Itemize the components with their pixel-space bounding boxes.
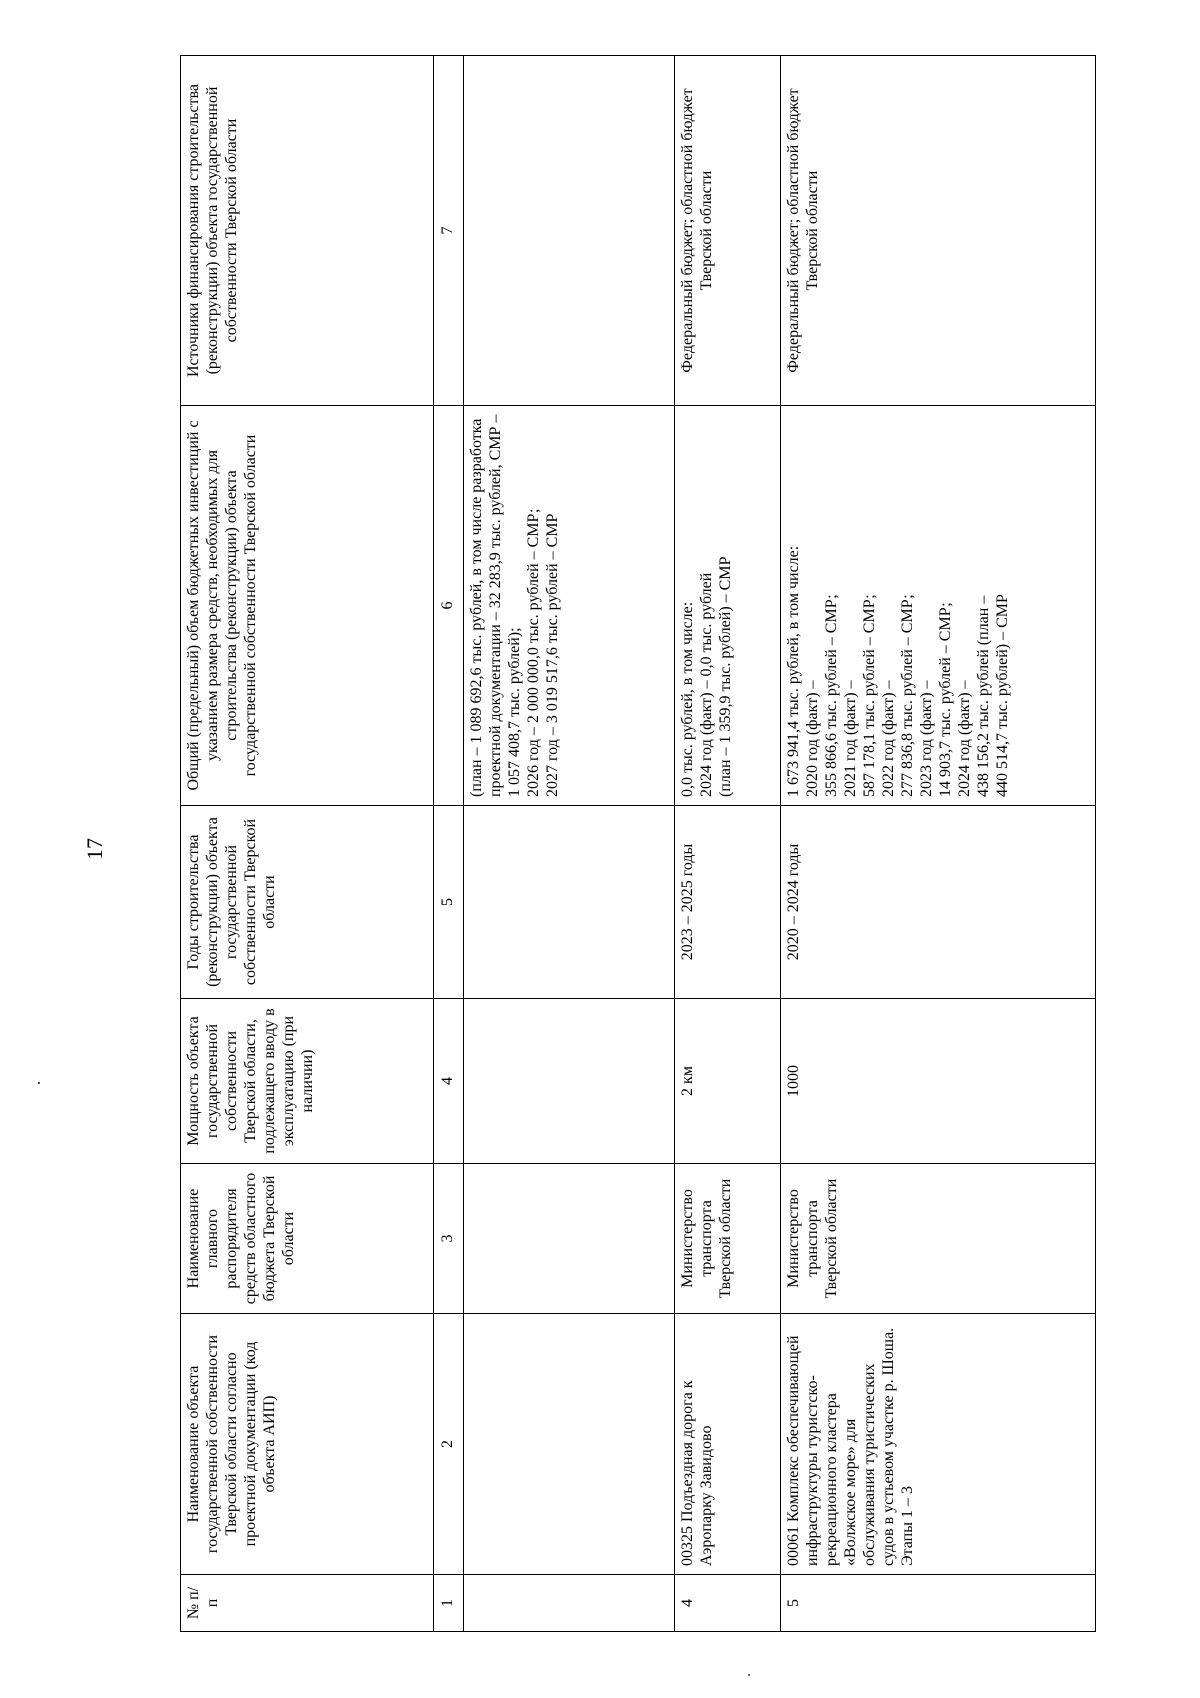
investment-line: 2027 год – 3 019 517,6 тыс. рублей – СМР [544,513,561,797]
ministry [464,1164,675,1314]
investment-line: 2024 год (факт) – 0,0 тыс. рублей [698,572,715,797]
investment-line: (план – 1 089 692,6 тыс. рублей, в том числе разработка проектной документации – 32 283,9 тыс. рублей, СМР – 1 057 408,7 тыс. рублей); [468,414,523,797]
column-number: 3 [434,1164,464,1314]
header-cell: Мощность объекта государственной собственности Тверской области, подлежащего вводу в эксплуатацию (при наличии) [181,999,434,1164]
column-number: 4 [434,999,464,1164]
table-row [464,56,675,1632]
row-number: 5 [781,1575,1096,1632]
row-number [464,1575,675,1632]
investment-line: 1 673 941,4 тыс. рублей, в том числе: [785,545,802,797]
table-row [675,56,781,1632]
header-cell: Наименование главного распорядителя средств областного бюджета Тверской области [181,1164,434,1314]
header-row [181,56,434,1632]
investment-line: 2021 год (факт) – [842,680,859,797]
capacity [464,999,675,1164]
investment-line: 2022 год (факт) – [880,680,897,797]
object-name: 00061 Комплекс обеспечивающей инфраструктуры туристско-рекреационного кластера «Волжское море» для обслуживания туристических судов в устьевом участке р. Шоша. Этапы 1 – 3 [781,1314,1096,1575]
header-cell: Годы строительства (реконструкции) объекта государственной собственности Тверской области [181,806,434,999]
investment-line: 277 836,8 тыс. рублей – СМР; [899,594,916,797]
investment-line: 2023 год (факт) – [918,680,935,797]
table-row [781,56,1096,1632]
column-number: 7 [434,56,464,406]
row-number: 4 [675,1575,781,1632]
header-cell: № п/п [181,1575,434,1632]
column-number: 5 [434,806,464,999]
funding-sources: Федеральный бюджет; областной бюджет Тверской области [675,56,781,406]
header-cell: Наименование объекта государственной собственности Тверской области согласно проектной документации (код объекта АИП) [181,1314,434,1575]
column-number: 2 [434,1314,464,1575]
header-cell: Источники финансирования строительства (реконструкции) объекта государственной собственности Тверской области [181,56,434,406]
capacity: 2 км [675,999,781,1164]
construction-years: 2023 – 2025 годы [675,806,781,999]
investment-line: 2026 год – 2 000 000,0 тыс. рублей – СМР; [525,508,542,797]
rotated-table-container [180,56,1108,1632]
scan-speck [748,1674,750,1676]
object-name [464,1314,675,1575]
ministry: Министерство транспорта Тверской области [675,1164,781,1314]
investment-volume [675,406,781,806]
construction-years [464,806,675,999]
object-name: 00325 Подъездная дорога к Аэропарку Завидово [675,1314,781,1575]
funding-sources: Федеральный бюджет; областной бюджет Тверской области [781,56,1096,406]
investment-line: 440 514,7 тыс. рублей) – СМР [994,594,1011,797]
column-number-row [434,56,464,1632]
investment-line: 0,0 тыс. рублей, в том числе: [679,601,696,797]
ministry: Министерство транспорта Тверской области [781,1164,1096,1314]
investment-line: (план – 1 359,9 тыс. рублей) – СМР [717,556,734,797]
investment-line: 438 156,2 тыс. рублей (план – [975,595,992,797]
capacity: 1000 [781,999,1096,1164]
investment-volume [464,406,675,806]
construction-years: 2020 – 2024 годы [781,806,1096,999]
investment-line: 587 178,1 тыс. рублей – СМР; [861,594,878,797]
investment-line: 355 866,6 тыс. рублей – СМР; [823,594,840,797]
header-cell: Общий (предельный) объем бюджетных инвестиций с указанием размера средств, необходимых для строительства (реконструкции) объекта государственной собственности Тверской области [181,406,434,806]
investment-line: 14 903,7 тыс. рублей – СМР; [937,602,954,797]
column-number: 6 [434,406,464,806]
scan-speck [38,1082,40,1084]
investment-volume [781,406,1096,806]
page-number: 17 [82,838,107,860]
investment-table [180,55,1096,1632]
investment-line: 2020 год (факт) – [804,680,821,797]
column-number: 1 [434,1575,464,1632]
investment-line: 2024 год (факт) – [956,680,973,797]
funding-sources [464,56,675,406]
